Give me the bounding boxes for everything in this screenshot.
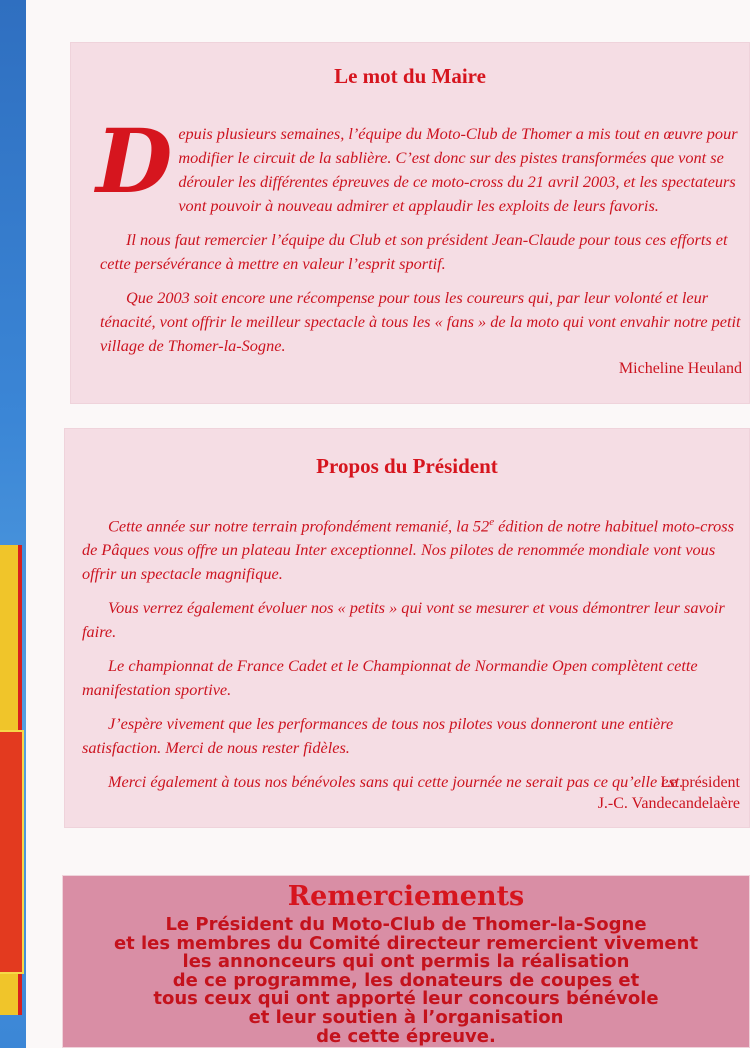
thanks-line: et leur soutien à l’organisation <box>248 1006 564 1028</box>
thanks-line: de ce programme, les donateurs de coupes et <box>172 969 640 991</box>
president-signature-name: J.-C. Vandecandelaère <box>597 795 740 812</box>
president-signature-role: Le président <box>660 774 740 791</box>
thanks-line: Le Président du Moto-Club de Thomer-la-Sogne <box>165 914 647 935</box>
mayor-message-box <box>70 42 750 404</box>
thanks-box <box>62 875 750 1048</box>
president-paragraph-4: J’espère vivement que les performances de tous nos pilotes vous donneront une entière satisfaction. Merci de nous rester fidèles. <box>82 714 674 758</box>
mayor-title: Le mot du Maire <box>334 64 486 88</box>
mayor-paragraph-1: Depuis plusieurs semaines, l’équipe du Moto-Club de Thomer a mis tout en œuvre pour modifier le circuit de la sablière. C’est donc sur des pistes transformées que vont se dérouler les différentes épreuves de ce moto-cross du 21 avril 2003, et les spectateurs vont pouvoir à nouveau admirer et applaudir les exploits de leurs favoris. <box>96 109 738 215</box>
president-title: Propos du Président <box>316 454 498 478</box>
president-signature <box>598 772 740 814</box>
thanks-line: de cette épreuve. <box>316 1025 496 1047</box>
left-decorative-strip <box>0 0 26 1048</box>
thanks-title: Remerciements <box>287 881 525 912</box>
drop-cap: D <box>96 109 173 213</box>
thanks-line: les annonceurs qui ont permis la réalisation <box>182 951 630 973</box>
thanks-text <box>62 916 750 1046</box>
left-red-tab <box>0 730 24 974</box>
mayor-text <box>96 109 742 368</box>
mayor-signature: Micheline Heuland <box>618 360 742 377</box>
thanks-line: et les membres du Comité directeur remercient vivement <box>113 932 699 954</box>
president-message-box <box>64 428 750 828</box>
president-text <box>82 510 742 804</box>
thanks-line: tous ceux qui ont apporté leur concours bénévole <box>153 988 659 1010</box>
mayor-paragraph-2: Il nous faut remercier l’équipe du Club et son président Jean-Claude pour tous ces efforts et cette persévérance à mettre en valeur l’esprit sportif. <box>100 230 728 273</box>
president-paragraph-2: Vous verrez également évoluer nos « petits » qui vont se mesurer et vous démontrer leur savoir faire. <box>82 598 725 642</box>
president-paragraph-3: Le championnat de France Cadet et le Championnat de Normandie Open complètent cette manifestation sportive. <box>82 656 698 700</box>
president-paragraph-5: Merci également à tous nos bénévoles sans qui cette journée ne serait pas ce qu’elle est. <box>108 772 684 792</box>
mayor-paragraph-3: Que 2003 soit encore une récompense pour tous les coureurs qui, par leur volonté et leur ténacité, vont offrir le meilleur spectacle à tous les « fans » de la moto qui vont envahir notre petit village de Thomer-la-Sogne. <box>100 288 741 355</box>
president-paragraph-1: Cette année sur notre terrain profondément remanié, la 52e édition de notre habituel moto-cross de Pâques vous offre un plateau Inter exceptionnel. Nos pilotes de renommée mondiale vont vous offrir un spectacle magnifique. <box>82 516 734 584</box>
